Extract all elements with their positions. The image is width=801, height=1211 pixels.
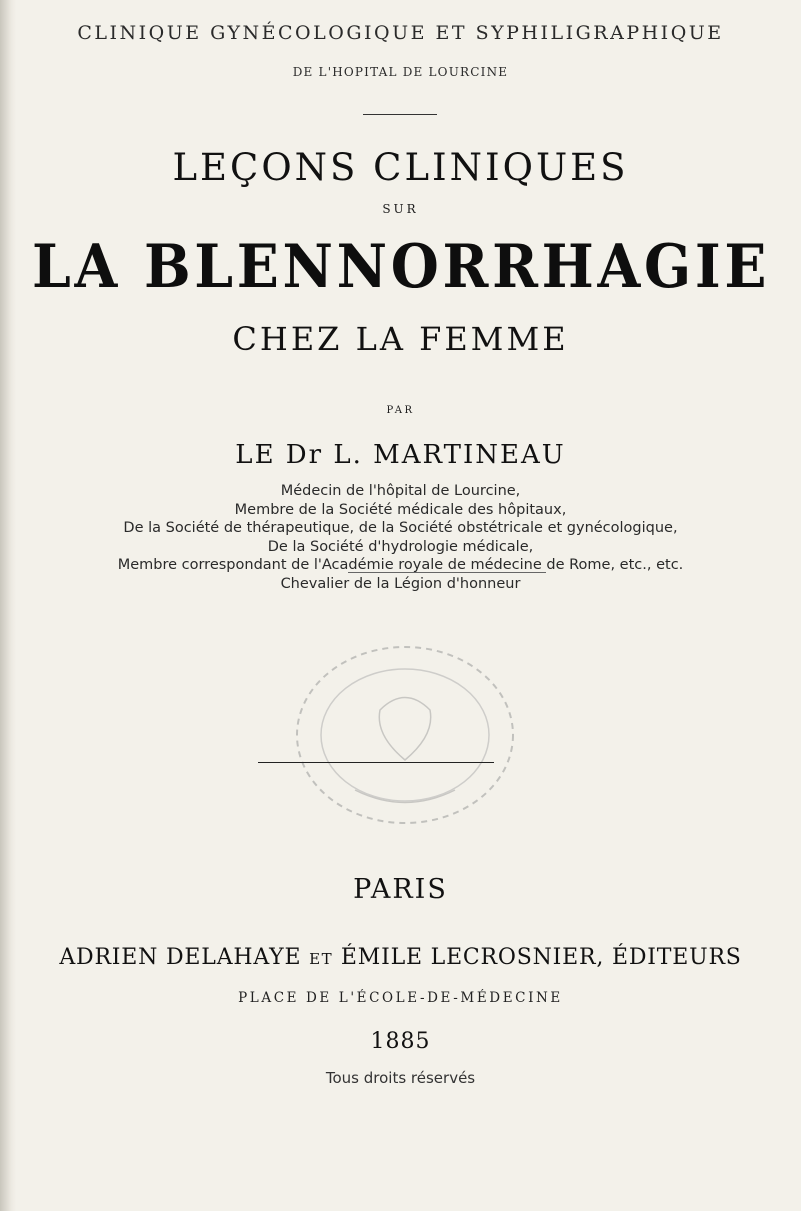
publisher-conjunction: ET	[309, 950, 334, 968]
ornament-rule	[258, 762, 494, 763]
title-connector: SUR	[382, 202, 419, 216]
imprint-year: 1885	[370, 1029, 431, 1054]
publisher-1: ADRIEN DELAHAYE	[59, 945, 302, 970]
series-subtitle: DE L'HOPITAL DE LOURCINE	[292, 65, 509, 79]
imprint-address: PLACE DE L'ÉCOLE-DE-MÉDECINE	[238, 990, 563, 1006]
credential-line: Membre correspondant de l'Académie royale de médecine de Rome, etc., etc.	[117, 557, 684, 573]
credential-line: De la Société de thérapeutique, de la Société obstétricale et gynécologique,	[123, 520, 678, 536]
author-name: LE Dr L. MARTINEAU	[235, 440, 566, 470]
title-line-1: LEÇONS CLINIQUES	[172, 146, 629, 189]
series-title: CLINIQUE GYNÉCOLOGIQUE ET SYPHILIGRAPHIQUE	[77, 22, 724, 44]
title-main: LA BLENNORRHAGIE	[32, 232, 771, 302]
credential-line: De la Société d'hydrologie médicale,	[267, 538, 534, 555]
rights-notice: Tous droits réservés	[325, 1069, 476, 1087]
credential-line: Médecin de l'hôpital de Lourcine,	[280, 483, 521, 499]
publisher-2: ÉMILE LECROSNIER, ÉDITEURS	[340, 945, 742, 970]
imprint-publishers	[0, 945, 801, 970]
library-stamp	[285, 640, 525, 830]
byline-par: PAR	[386, 405, 415, 416]
credential-line: Membre de la Société médicale des hôpitaux,	[234, 501, 567, 518]
title-line-3: CHEZ LA FEMME	[232, 320, 569, 358]
imprint-city: PARIS	[353, 874, 448, 905]
credential-line: Chevalier de la Légion d'honneur	[280, 575, 521, 592]
divider-rule	[363, 114, 437, 115]
author-credentials	[0, 482, 801, 593]
